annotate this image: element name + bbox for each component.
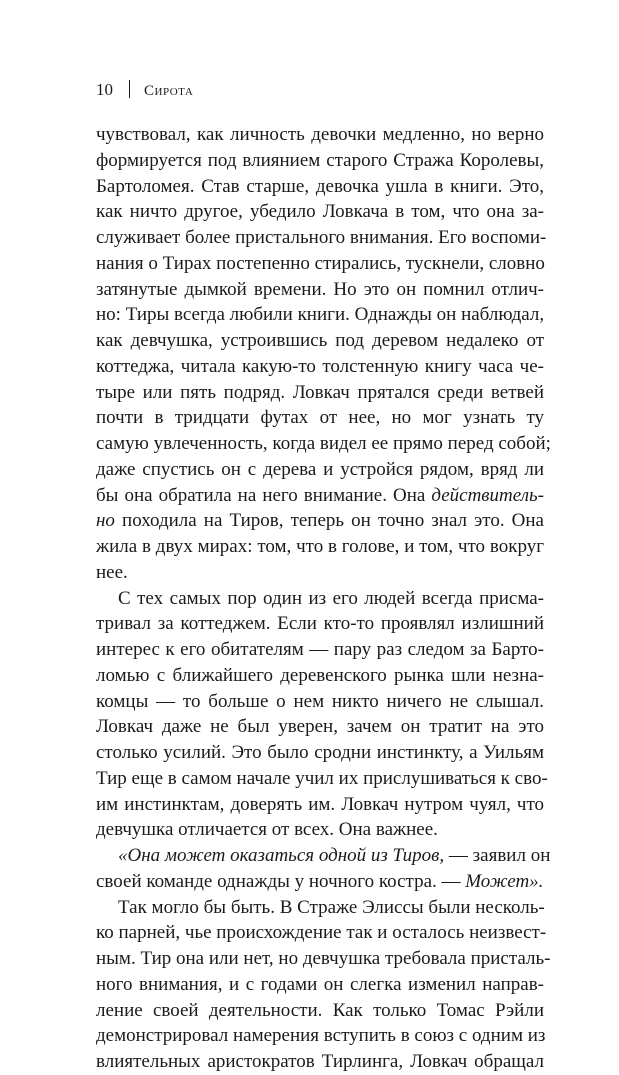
text-line: как девчушка, устроившись под деревом недалеко от xyxy=(96,330,544,351)
text-line: затянутые дымкой времени. Но это он помнил отлич- xyxy=(96,278,544,300)
body-text xyxy=(96,122,551,1075)
text-line: коттеджа, читала какую-то толстенную книгу часа че- xyxy=(96,355,544,377)
header-divider xyxy=(129,80,130,98)
running-title: Сирота xyxy=(144,83,194,99)
text-line: формируется под влиянием старого Стража Королевы, xyxy=(96,149,544,171)
text-line: ление своей деятельности. Как только Томас Рэйли xyxy=(96,999,544,1021)
text-line: столько усилий. Это было сродни инстинкту, а Уильям xyxy=(96,742,544,763)
text-line: даже спустись он с дерева и устройся рядом, вряд ли xyxy=(96,458,544,480)
text-line: тыре или пять подряд. Ловкач прятался среди ветвей xyxy=(96,381,544,403)
running-header xyxy=(96,80,193,101)
text-line: ко парней, чье происхождение так и осталось неизвест- xyxy=(96,922,547,944)
text-line: своей команде однажды у ночного костра. — Может». xyxy=(96,870,544,892)
text-line: ным. Тир она или нет, но девчушка требовала присталь- xyxy=(96,948,551,969)
text-line: им инстинктам, доверять им. Ловкач нутром чуял, что xyxy=(96,793,544,815)
text-line: нее. xyxy=(96,561,128,583)
text-line: почти в тридцати футах от нее, но мог узнать ту xyxy=(96,407,544,429)
text-line: как ничто другое, убедило Ловкача в том, что она за- xyxy=(96,201,544,223)
text-line: комцы — то больше о нем никто ничего не слышал. xyxy=(96,690,544,712)
text-line: ломью с ближайшего деревенского рынка шли незна- xyxy=(96,664,544,686)
text-line: жила в двух мирах: том, что в голове, и том, что вокруг xyxy=(96,536,544,557)
text-line: влиятельных аристократов Тирлинга, Ловкач обращал xyxy=(96,1051,544,1072)
text-line: Так могло бы быть. В Страже Элиссы были несколь- xyxy=(118,896,545,918)
text-line: Бартоломея. Став старше, девочка ушла в книги. Это, xyxy=(96,175,544,197)
text-line: но: Тиры всегда любили книги. Однажды он наблюдал, xyxy=(96,304,545,326)
text-line: ного внимания, и с годами он слегка изменил направ- xyxy=(96,973,544,995)
text-line: но походила на Тиров, теперь он точно знал это. Она xyxy=(96,510,544,532)
text-line: интерес к его обитателям — пару раз следом за Барто- xyxy=(96,639,544,660)
text-line: «Она может оказаться одной из Тиров, — заявил он xyxy=(118,845,551,866)
text-line: нания о Тирах постепенно стирались, тускнели, словно xyxy=(96,252,545,274)
text-line: демонстрировал намерения вступить в союз с одним из xyxy=(96,1025,546,1047)
text-line: Тир еще в самом начале учил их прислушиваться к сво- xyxy=(96,767,548,789)
text-line: чувствовал, как личность девочки медленно, но верно xyxy=(96,124,544,145)
text-line: С тех самых пор один из его людей всегда присма- xyxy=(118,587,544,609)
text-line: бы она обратила на него внимание. Она действитель- xyxy=(96,484,544,506)
text-line: тривал за коттеджем. Если кто-то проявлял излишний xyxy=(96,613,544,635)
text-line: служивает более пристального внимания. Его воспоми- xyxy=(96,227,547,248)
text-line: самую увлеченность, когда видел ее прямо перед собой; xyxy=(96,433,551,454)
text-line: Ловкач даже не был уверен, зачем он тратит на это xyxy=(96,716,544,738)
text-line: девчушка отличается от всех. Она важнее. xyxy=(96,819,438,841)
page-number: 10 xyxy=(96,80,113,99)
